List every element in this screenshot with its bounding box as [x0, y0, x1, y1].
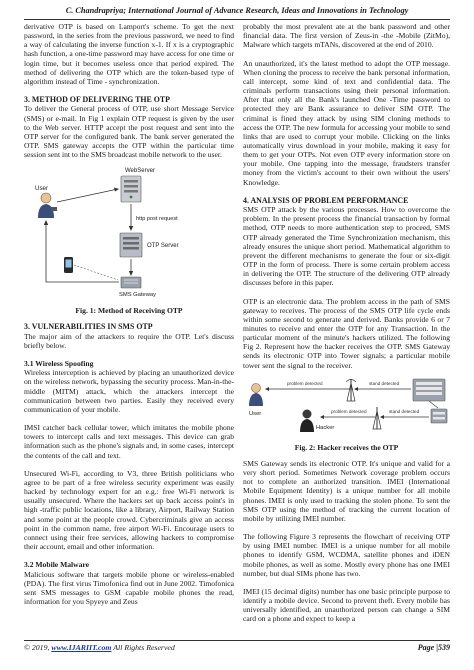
sms-gateway-label: SMS Gateway	[119, 292, 157, 299]
paragraph: Unsecured Wi-Fi, according to V3, three British politicians who agree to be part of a free wireless security experiment was easily hacked by technology expert for an e.g.: free Wi-Fi network is usually unsecured. Where the hackers set up back access point's in high -traffic public locations, like a library, Airport, Railway Station and some point at the people crowd. Cybercriminals give an access point in the common name, free airport Wi-Fi. Encourage users to connect using their free services, allowing hackers to compromise their account, email and other information.	[24, 468, 234, 552]
figure-1-caption: Fig. 1: Method of Receiving OTP	[75, 306, 183, 316]
paragraph: SMS OTP attack by the various processes. How to overcome the problem. In the present process the financial transaction by formal method, OTP needs to more authentication step to proceed, SMS OTP already generated the Time Synchronization mechanism, this already ensures the unique short period. Mathematical algorithm to prevent the different mechanisms to generate the four or six-digit OTP in the form of process. There is some certain problem access in delivering the OTP. The structure of the delivering OTP already discusses before in this paper.	[243, 205, 450, 288]
paragraph: probably the most prevalent ate at the bank password and other financial data. The first version of Zeus-in -the -Mobile (ZitMo), Malware which targets mTANs, discovered at the end of 2010.	[243, 22, 450, 50]
section-heading: 3. METHOD OF DELIVERING THE OTP	[24, 95, 170, 105]
web-server-icon	[121, 176, 141, 202]
cell-tower-icon	[346, 379, 356, 401]
flow-label: problem detected	[287, 380, 323, 386]
sms-gateway-icon	[431, 409, 447, 423]
flow-label: stand detected	[389, 408, 420, 414]
paragraph: Wireless interception is achieved by placing an unauthorized device on the wireless network, bypassing the security process. Man-in-the-middle (MITM) attack, which the attackers intercept the communication between two parties. Easily they received every communication of your mobile.	[24, 368, 234, 414]
paragraph: OTP is an electronic data. The problem access in the path of SMS gateway to receives. The process of the SMS OTP life cycle ends within some second to generate and derived. Banks provide 6 or 7 minutes to receive and enter the OTP for any Transaction. In the particular moment of the minute's hackers utilized. The following Fig 2. Represent how the hacker receives the OTP. SMS Gateway sends its electronic OTP into Tower signals; a particular mobile tower sent the signal to the receiver.	[243, 296, 450, 370]
flow-label: stand detected	[369, 380, 400, 386]
figure-2-caption: Fig. 2: Hacker receives the OTP	[294, 442, 399, 452]
paragraph: IMEI (15 decimal digits) number has one basic principle purpose to identify a mobile device. Second to prevent theft. Every mobile has universally identified, an unauthorized person can change a SIM card on a phone and expect to keep a	[243, 587, 450, 624]
paragraph: To deliver the General process of OTP, use short Message Service (SMS) or e-mail. In Fig 1 explain OTP request is given by the user to the Web server. HTTP accept the post request and sent into the OTP server for the configured bank. The bank server generated the OTP. SMS gateway accepts the OTP within the particular time session sent int to the SMS broadcast mobile network to the user.	[24, 104, 234, 160]
copyright-prefix: © 2019,	[24, 643, 52, 652]
subsection-heading: 3.1 Wireless Spoofing	[24, 359, 94, 369]
hacker-figure	[300, 409, 314, 432]
otp-delivery-diagram	[24, 162, 234, 302]
left-column	[24, 22, 234, 606]
paragraph: The following Figure 3 represents the flowchart of receiving OTP by using IMEI number. IMEI is a unique number for all mobile phones to identify GSM, WCDMA, satellite phones and iDEN mobile phones, as well as some. Mostly every phone has one IMEI number, but dual SIMs phone has two.	[243, 532, 450, 578]
paragraph: IMSI catcher back cellular tower, which imitates the mobile phone towers to intercept calls and text messages. This device can grab information such as the phone's signals and, in some cases, intercept the contents of the call and text.	[24, 423, 234, 460]
hacker-label: Hacker	[316, 424, 335, 431]
header-rule	[24, 19, 450, 20]
user-figure	[249, 383, 263, 406]
paragraph: Malicious software that targets mobile phone or wireless-enabled (PDA). The first virus Timofonica find out in June 2002. Timofonica sent SMS messages to GSM capable mobile phones the read, information for you Spyeye and Zeus	[24, 569, 234, 606]
section-heading: 4. ANALYSIS OF PROBLEM PERFORMANCE	[243, 195, 409, 205]
section-heading: 3. VULNERABILITIES IN SMS OTP	[24, 322, 153, 332]
paragraph: SMS Gateway sends its electronic OTP. It's unique and valid for a very short period. Sometimes Network coverage problem occurs not to complete an authorized transition. IMEI (International Mobile Equipment Identity) is a unique number for all mobile phones. IMEI is only used to tracking the stolen phone. To sent the SMS OTP using the method of tracking the current location of mobile by utilizing IMEI number.	[243, 458, 450, 523]
figure-2	[243, 373, 450, 441]
sms-gateway-icon	[413, 379, 445, 401]
journal-header: C. Chandrapriya; International Journal of Advance Research, Ideas and Innovations in Technology	[65, 6, 409, 15]
figure-1	[24, 162, 234, 304]
user-label: User	[35, 185, 49, 193]
paragraph: The major aim of the attackers to require the OTP. Let's discuss briefly below.	[24, 331, 234, 350]
copyright-footer	[24, 643, 175, 652]
flow-label: problem detected	[331, 408, 367, 414]
web-server-label: WebServer	[125, 168, 155, 175]
page-number: Page |539	[417, 643, 450, 652]
journal-link[interactable]: www.IJARIIT.com	[51, 643, 112, 652]
subsection-heading: 3.2 Mobile Malware	[24, 560, 90, 570]
user-figure	[38, 193, 57, 218]
paragraph: An unauthorized, it's the latest method to adopt the OTP message. When cloning the process to receive the bank personal information, call intercept, some kind of text and confidential data. The criminals perform transactions using their personal information. After that only all the Bank's launched One -Time password to protected they are Bank assurance to deliver SIM OTP. The criminal is fined they attack by using SIM cloning methods to access the OTP. The new formula for accessing your mobile to send links that are used to corrupt your mobile. Clicking on the links automatically virus download in your mobile, making it easy for them to get your OTPs. Not even OTP every information store on your mobile. One tapping into the message, fraudsters transfer money from the victim's account to their own without the users' Knowledge.	[243, 58, 450, 187]
right-column	[243, 22, 450, 624]
otp-server-label: OTP Server	[147, 243, 179, 250]
footer-rule	[24, 640, 450, 641]
copyright-suffix: All Rights Reserved	[111, 643, 175, 652]
hacker-otp-diagram	[243, 373, 450, 439]
mobile-phone-icon	[64, 257, 73, 273]
user-label: User	[249, 410, 262, 417]
cell-tower-icon	[373, 407, 381, 429]
sms-gateway-icon	[121, 277, 141, 288]
http-post-label: http post request	[136, 216, 178, 223]
otp-server-icon	[120, 233, 142, 257]
paragraph: derivative OTP is based on Lamport's scheme. To get the next password, in the series from the previous password, we need to find a way of calculating the inverse function x-1. If x is a cryptographic hash function, a one-time password may have access for one time or login time, but it becomes useless once that period expired. The method of delivering the OTP which are the token-based type of algorithm instead of Time - synchronization.	[24, 22, 234, 86]
